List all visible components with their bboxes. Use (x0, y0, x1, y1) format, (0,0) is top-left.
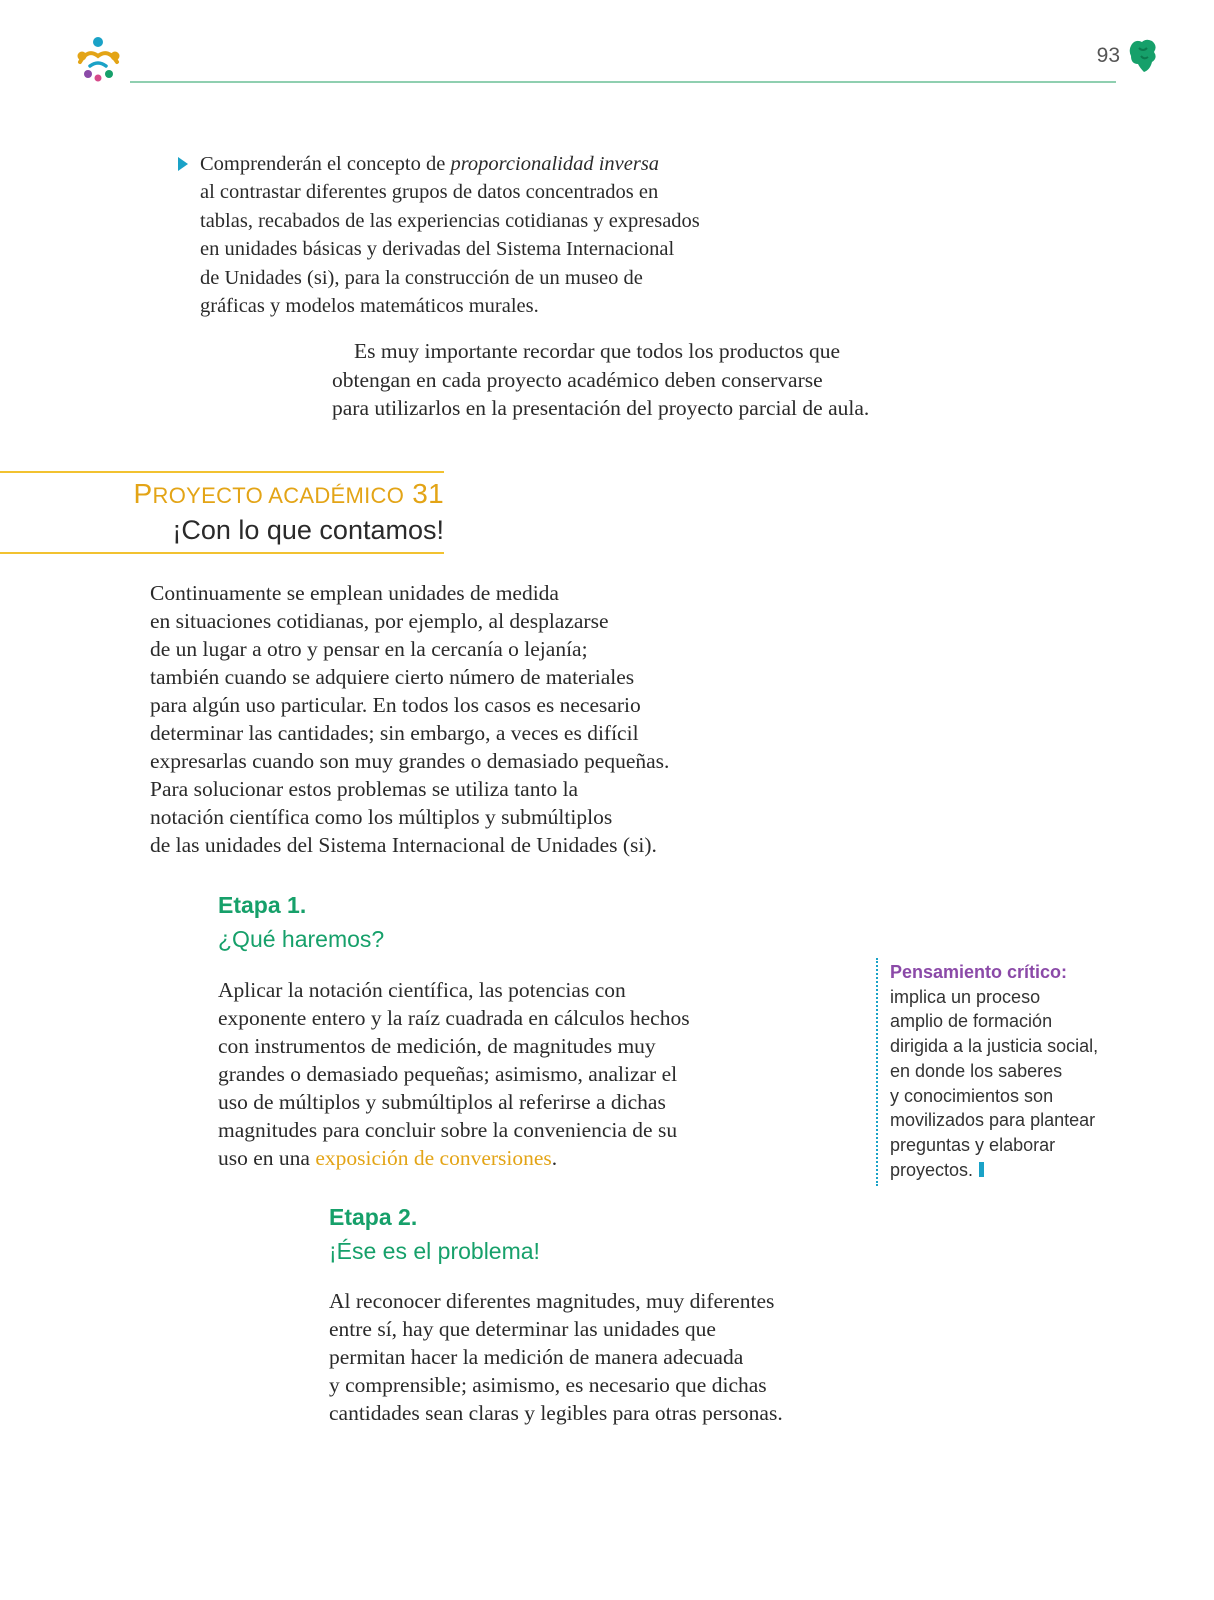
reminder-line: obtengan en cada proyecto académico deben conservarse (332, 367, 823, 392)
etapa1-line: uso de múltiplos y submúltiplos al referirse a dichas (218, 1090, 666, 1114)
glossary-term: Pensamiento crítico: (890, 962, 1068, 982)
bullet-line: al contrastar diferentes grupos de datos concentrados en (200, 181, 659, 204)
etapa1-title: Etapa 1. (218, 892, 307, 918)
intro-line: en situaciones cotidianas, por ejemplo, al desplazarse (150, 609, 609, 633)
etapa1-last-line (218, 1144, 738, 1172)
reminder-line: para utilizarlos en la presentación del proyecto parcial de aula. (332, 396, 870, 420)
bullet-line: de Unidades (si), para la construcción de un museo de (200, 266, 643, 289)
etapa1-question: ¿Qué haremos? (218, 926, 385, 952)
glossary-line: dirigida a la justicia social, (890, 1036, 1099, 1057)
glossary-line: movilizados para plantear (890, 1110, 1096, 1131)
etapa1-last-line-start: uso en una (218, 1146, 316, 1170)
project-label-initial: P (133, 478, 153, 509)
etapa1-line: exponente entero y la raíz cuadrada en cálculos hechos (218, 1006, 690, 1030)
bullet-emphasis: proporcionalidad inversa (450, 153, 660, 175)
exposicion-highlight: exposición de conversiones (315, 1146, 552, 1170)
people-circle-logo-icon (72, 34, 124, 84)
end-mark-icon (979, 1162, 984, 1177)
etapa1-line: grandes o demasiado pequeñas; asimismo, analizar el (218, 1062, 678, 1086)
glossary-line: en donde los saberes (890, 1060, 1063, 1081)
project-number: 31 (412, 478, 444, 509)
glossary-sidebar (890, 960, 1130, 1182)
bullet-line: gráficas y modelos matemáticos murales. (200, 295, 539, 318)
etapa2-line: Al reconocer diferentes magnitudes, muy diferentes (329, 1289, 775, 1313)
intro-line: Para solucionar estos problemas se utiliza tanto la (150, 777, 579, 801)
intro-line: Continuamente se emplean unidades de medida (150, 581, 559, 605)
etapa1-line: magnitudes para concluir sobre la conveniencia de su (218, 1118, 678, 1142)
page-number: 93 (1096, 44, 1120, 67)
bullet-line-1-text: Comprenderán el concepto de (200, 153, 451, 175)
glossary-line: preguntas y elaborar (890, 1134, 1056, 1155)
etapa1-last-line-end: . (551, 1146, 558, 1170)
reminder-line: Es muy importante recordar que todos los productos que (354, 339, 841, 363)
etapa2-paragraph (329, 1287, 829, 1427)
etapa1-line: Aplicar la notación científica, las potencias con (218, 978, 626, 1002)
intro-line: notación científica como los múltiplos y submúltiplos (150, 805, 613, 829)
etapa2-line: y comprensible; asimismo, es necesario que dichas (329, 1373, 767, 1397)
green-puzzle-piece-icon (1128, 38, 1158, 74)
etapa2-line: entre sí, hay que determinar las unidades que (329, 1317, 716, 1341)
intro-line: también cuando se adquiere cierto número de materiales (150, 665, 635, 689)
etapa2-question: ¡Ése es el problema! (329, 1238, 540, 1264)
sidebar-dotted-rule (876, 958, 878, 1186)
header-rule (130, 81, 1116, 83)
glossary-line: implica un proceso (890, 986, 1041, 1007)
reminder-paragraph (332, 337, 932, 423)
etapa1-paragraph (218, 976, 738, 1172)
intro-line: de un lugar a otro y pensar en la cercanía o lejanía; (150, 637, 588, 661)
intro-line: expresarlas cuando son muy grandes o demasiado pequeñas. (150, 749, 670, 773)
objective-bullet-text (200, 150, 720, 320)
intro-paragraph (150, 579, 710, 859)
bullet-marker-icon (178, 157, 188, 171)
heading-rule-top (0, 471, 444, 473)
project-label (0, 478, 444, 510)
glossary-last-line (890, 1158, 1130, 1183)
etapa2-line: permitan hacer la medición de manera adecuada (329, 1345, 744, 1369)
etapa2-title: Etapa 2. (329, 1204, 418, 1230)
intro-line: determinar las cantidades; sin embargo, a veces es difícil (150, 721, 639, 745)
etapa2-line: cantidades sean claras y legibles para otras personas. (329, 1401, 783, 1425)
bullet-line: en unidades básicas y derivadas del Sistema Internacional (200, 238, 675, 261)
glossary-line: amplio de formación (890, 1011, 1053, 1032)
bullet-line-1 (200, 150, 720, 178)
intro-line: de las unidades del Sistema Internacional de Unidades (si). (150, 833, 657, 857)
glossary-last-line-text: proyectos. (890, 1159, 974, 1180)
etapa1-line: con instrumentos de medición, de magnitudes muy (218, 1034, 656, 1058)
project-subtitle: ¡Con lo que contamos! (172, 515, 444, 545)
heading-rule-bottom (0, 552, 444, 554)
bullet-line: tablas, recabados de las experiencias cotidianas y expresados (200, 209, 700, 232)
intro-line: para algún uso particular. En todos los casos es necesario (150, 693, 641, 717)
project-label-rest: ROYECTO ACADÉMICO (152, 483, 405, 508)
glossary-line: y conocimientos son (890, 1085, 1054, 1106)
